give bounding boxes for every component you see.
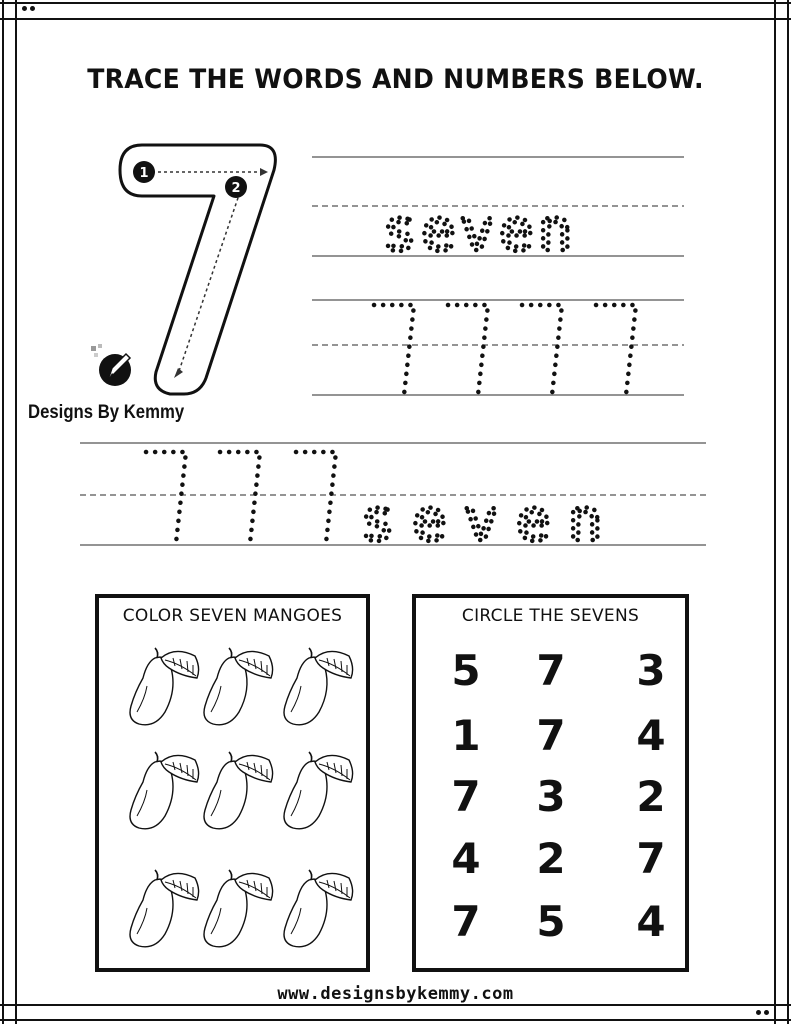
trace-seven-1 (374, 305, 414, 395)
grid-number[interactable]: 4 (451, 834, 481, 883)
grid-number[interactable]: 2 (636, 772, 666, 821)
grid-number[interactable]: 2 (536, 834, 566, 883)
number-grid (416, 598, 685, 968)
step-1-label: 1 (139, 166, 149, 181)
step-2-label: 2 (231, 181, 241, 196)
trace-seven-5 (146, 452, 186, 543)
mango-icon[interactable] (199, 646, 279, 736)
trace-seven-2 (448, 305, 488, 395)
grid-number[interactable]: 7 (451, 897, 481, 946)
brand-name: Designs By Kemmy (28, 402, 185, 423)
page-title: TRACE THE WORDS AND NUMBERS BELOW. (87, 64, 704, 95)
trace-word-row1: seven (382, 196, 577, 264)
trace-seven-6 (220, 452, 260, 543)
grid-number[interactable]: 1 (451, 711, 481, 760)
grid-number[interactable]: 7 (451, 772, 481, 821)
frame-bottom-inner (0, 1004, 791, 1006)
trace-digits-row3 (146, 452, 336, 543)
mango-icon[interactable] (125, 868, 205, 958)
grid-number[interactable]: 5 (536, 897, 566, 946)
circle-sevens-box (412, 594, 689, 972)
mango-icon[interactable] (125, 646, 205, 736)
grid-number[interactable]: 3 (536, 772, 566, 821)
frame-bottom-outer (0, 1019, 791, 1021)
mango-icon[interactable] (199, 868, 279, 958)
trace-seven-3 (522, 305, 562, 395)
grid-number[interactable]: 3 (636, 646, 666, 695)
mango-icon[interactable] (125, 750, 205, 840)
mango-icon[interactable] (279, 750, 359, 840)
grid-number[interactable]: 4 (636, 711, 666, 760)
trace-digits-row2 (374, 305, 636, 395)
color-mangoes-title: COLOR SEVEN MANGOES (122, 606, 343, 626)
mango-grid (99, 598, 366, 968)
trace-seven-7 (296, 452, 336, 543)
mango-icon[interactable] (199, 750, 279, 840)
mango-icon[interactable] (279, 868, 359, 958)
grid-number[interactable]: 7 (636, 834, 666, 883)
footer-url: www.designsbykemmy.com (277, 984, 514, 1004)
grid-number[interactable]: 7 (536, 711, 566, 760)
color-mangoes-box (95, 594, 370, 972)
grid-number[interactable]: 4 (636, 897, 666, 946)
mango-icon[interactable] (279, 646, 359, 736)
corner-dots-bottom (756, 1010, 772, 1016)
grid-number[interactable]: 7 (536, 646, 566, 695)
grid-number[interactable]: 5 (451, 646, 481, 695)
trace-seven-4 (596, 305, 636, 395)
circle-sevens-title: CIRCLE THE SEVENS (461, 606, 640, 626)
trace-word-row3: seven (360, 486, 620, 554)
